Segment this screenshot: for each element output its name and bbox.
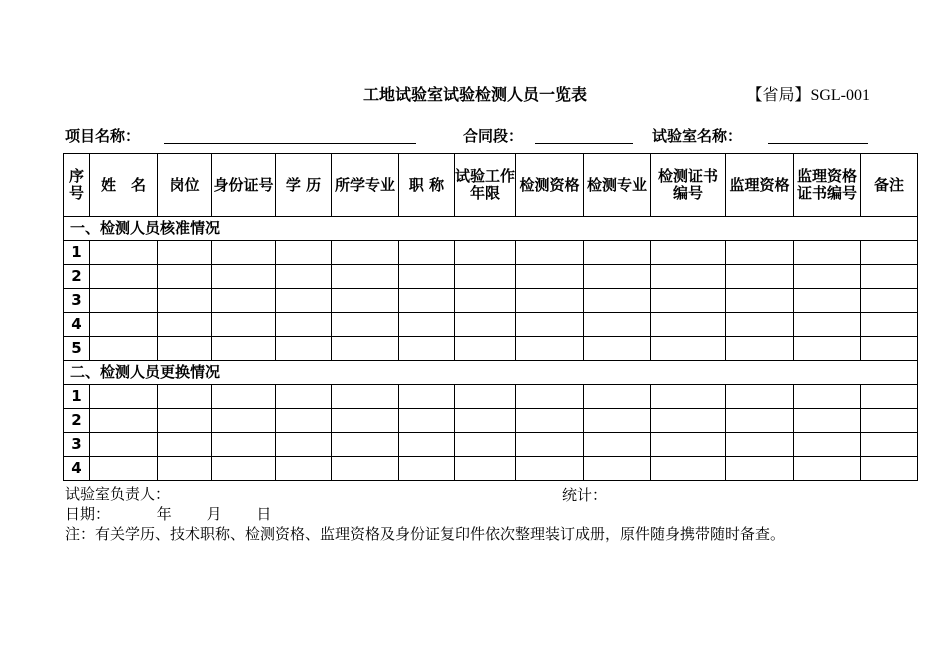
table-cell[interactable] xyxy=(90,289,158,313)
column-header: 监理资格证书编号 xyxy=(794,154,861,217)
table-cell[interactable] xyxy=(584,265,651,289)
table-cell[interactable] xyxy=(332,433,399,457)
table-cell[interactable] xyxy=(276,385,332,409)
table-cell[interactable] xyxy=(651,385,726,409)
table-cell[interactable] xyxy=(584,385,651,409)
table-cell[interactable] xyxy=(455,409,516,433)
row-number: 5 xyxy=(64,337,90,361)
info-line xyxy=(65,125,885,147)
table-cell[interactable] xyxy=(399,313,455,337)
table-cell[interactable] xyxy=(212,457,276,481)
table-cell[interactable] xyxy=(158,457,212,481)
section-title: 一、检测人员核准情况 xyxy=(64,217,918,241)
table-cell[interactable] xyxy=(90,337,158,361)
column-header: 所学专业 xyxy=(332,154,399,217)
table-row xyxy=(64,241,918,265)
table-row xyxy=(64,313,918,337)
personnel-table xyxy=(63,153,918,481)
table-cell[interactable] xyxy=(399,385,455,409)
column-header: 试验工作年限 xyxy=(455,154,516,217)
responsible-person-label: 试验室负责人： xyxy=(65,485,171,503)
table-cell[interactable] xyxy=(455,265,516,289)
table-cell[interactable] xyxy=(212,289,276,313)
table-cell[interactable] xyxy=(90,385,158,409)
lab-name-label: 试验室名称： xyxy=(652,127,743,145)
table-row xyxy=(64,433,918,457)
table-cell[interactable] xyxy=(726,409,794,433)
table-cell[interactable] xyxy=(399,241,455,265)
day-label: 日 xyxy=(256,505,272,523)
table-cell[interactable] xyxy=(794,433,861,457)
column-header: 序号 xyxy=(64,154,90,217)
table-cell[interactable] xyxy=(726,433,794,457)
table-cell[interactable] xyxy=(861,433,918,457)
table-cell[interactable] xyxy=(90,433,158,457)
table-cell[interactable] xyxy=(726,265,794,289)
row-number: 4 xyxy=(64,313,90,337)
table-cell[interactable] xyxy=(861,289,918,313)
table-cell[interactable] xyxy=(651,337,726,361)
column-header: 身份证号 xyxy=(212,154,276,217)
table-cell[interactable] xyxy=(651,433,726,457)
table-cell[interactable] xyxy=(861,265,918,289)
table-cell[interactable] xyxy=(455,313,516,337)
column-header: 检测专业 xyxy=(584,154,651,217)
table-cell[interactable] xyxy=(276,313,332,337)
table-cell[interactable] xyxy=(332,313,399,337)
statistics-label: 统计： xyxy=(562,486,608,504)
table-cell[interactable] xyxy=(861,385,918,409)
year-label: 年 xyxy=(156,505,172,523)
table-cell[interactable] xyxy=(399,337,455,361)
table-cell[interactable] xyxy=(794,409,861,433)
table-cell[interactable] xyxy=(158,337,212,361)
table-cell[interactable] xyxy=(158,241,212,265)
table-row xyxy=(64,457,918,481)
table-row xyxy=(64,337,918,361)
table-cell[interactable] xyxy=(794,337,861,361)
table-cell[interactable] xyxy=(584,313,651,337)
table-cell[interactable] xyxy=(584,409,651,433)
section-row xyxy=(64,217,918,241)
table-cell[interactable] xyxy=(861,409,918,433)
table-cell[interactable] xyxy=(399,433,455,457)
table-cell[interactable] xyxy=(276,265,332,289)
table-cell[interactable] xyxy=(332,241,399,265)
table-cell[interactable] xyxy=(794,385,861,409)
table-cell[interactable] xyxy=(332,409,399,433)
table-cell[interactable] xyxy=(332,337,399,361)
table-cell[interactable] xyxy=(332,289,399,313)
table-cell[interactable] xyxy=(276,409,332,433)
table-cell[interactable] xyxy=(399,289,455,313)
table-cell[interactable] xyxy=(726,313,794,337)
column-header: 职 称 xyxy=(399,154,455,217)
date-line xyxy=(65,504,271,524)
table-cell[interactable] xyxy=(516,313,584,337)
footnote: 注：有关学历、技术职称、检测资格、监理资格及身份证复印件依次整理装订成册，原件随身携带随时备查。 xyxy=(65,525,786,543)
table-cell[interactable] xyxy=(651,289,726,313)
table-cell[interactable] xyxy=(158,313,212,337)
table-cell[interactable] xyxy=(584,457,651,481)
table-cell[interactable] xyxy=(726,337,794,361)
table-cell[interactable] xyxy=(212,385,276,409)
column-header: 监理资格 xyxy=(726,154,794,217)
table-cell[interactable] xyxy=(516,289,584,313)
table-cell[interactable] xyxy=(90,265,158,289)
table-cell[interactable] xyxy=(726,289,794,313)
table-row xyxy=(64,385,918,409)
table-cell[interactable] xyxy=(332,265,399,289)
row-number: 2 xyxy=(64,265,90,289)
table-cell[interactable] xyxy=(212,241,276,265)
section-row xyxy=(64,361,918,385)
table-cell[interactable] xyxy=(212,433,276,457)
table-cell[interactable] xyxy=(158,385,212,409)
table-cell[interactable] xyxy=(158,265,212,289)
table-cell[interactable] xyxy=(158,433,212,457)
table-cell[interactable] xyxy=(584,337,651,361)
table-cell[interactable] xyxy=(516,409,584,433)
table-cell[interactable] xyxy=(158,409,212,433)
document-code: 【省局】SGL-001 xyxy=(746,87,870,104)
month-label: 月 xyxy=(206,505,222,523)
table-cell[interactable] xyxy=(516,265,584,289)
table-cell[interactable] xyxy=(90,313,158,337)
row-number: 3 xyxy=(64,289,90,313)
table-row xyxy=(64,289,918,313)
table-cell[interactable] xyxy=(90,241,158,265)
table-cell[interactable] xyxy=(332,457,399,481)
table-cell[interactable] xyxy=(516,385,584,409)
column-header: 检测资格 xyxy=(516,154,584,217)
row-number: 2 xyxy=(64,409,90,433)
table-cell[interactable] xyxy=(861,457,918,481)
table-cell[interactable] xyxy=(332,385,399,409)
table-cell[interactable] xyxy=(276,433,332,457)
table-cell[interactable] xyxy=(861,313,918,337)
table-cell[interactable] xyxy=(651,409,726,433)
lab-name-field[interactable] xyxy=(768,143,868,144)
table-cell[interactable] xyxy=(516,433,584,457)
table-cell[interactable] xyxy=(455,457,516,481)
row-number: 4 xyxy=(64,457,90,481)
table-cell[interactable] xyxy=(726,457,794,481)
table-cell[interactable] xyxy=(455,433,516,457)
table-cell[interactable] xyxy=(651,457,726,481)
header-row xyxy=(64,154,918,217)
table-cell[interactable] xyxy=(455,337,516,361)
table-cell[interactable] xyxy=(584,241,651,265)
table-cell[interactable] xyxy=(276,457,332,481)
table-cell[interactable] xyxy=(516,457,584,481)
table-cell[interactable] xyxy=(212,337,276,361)
table-cell[interactable] xyxy=(90,457,158,481)
table-cell[interactable] xyxy=(212,265,276,289)
table-cell[interactable] xyxy=(861,241,918,265)
column-header: 备注 xyxy=(861,154,918,217)
project-name-field[interactable] xyxy=(164,143,416,144)
table-cell[interactable] xyxy=(726,241,794,265)
table-cell[interactable] xyxy=(516,337,584,361)
row-number: 1 xyxy=(64,241,90,265)
table-cell[interactable] xyxy=(861,337,918,361)
table-cell[interactable] xyxy=(90,409,158,433)
table-cell[interactable] xyxy=(516,241,584,265)
table-cell[interactable] xyxy=(455,385,516,409)
table-row xyxy=(64,409,918,433)
table-cell[interactable] xyxy=(584,289,651,313)
column-header: 姓 名 xyxy=(90,154,158,217)
table-cell[interactable] xyxy=(158,289,212,313)
table-cell[interactable] xyxy=(794,265,861,289)
table-cell[interactable] xyxy=(794,289,861,313)
column-header: 岗位 xyxy=(158,154,212,217)
form-title: 工地试验室试验检测人员一览表 xyxy=(362,85,587,104)
table-cell[interactable] xyxy=(399,457,455,481)
row-number: 3 xyxy=(64,433,90,457)
column-header: 检测证书编号 xyxy=(651,154,726,217)
table-cell[interactable] xyxy=(794,313,861,337)
table-cell[interactable] xyxy=(794,457,861,481)
table-cell[interactable] xyxy=(399,409,455,433)
table-cell[interactable] xyxy=(726,385,794,409)
section-title: 二、检测人员更换情况 xyxy=(64,361,918,385)
table-cell[interactable] xyxy=(212,313,276,337)
row-number: 1 xyxy=(64,385,90,409)
contract-section-field[interactable] xyxy=(535,143,633,144)
project-name-label: 项目名称： xyxy=(65,127,141,145)
table-cell[interactable] xyxy=(651,241,726,265)
table-cell[interactable] xyxy=(212,409,276,433)
table-cell[interactable] xyxy=(455,241,516,265)
table-cell[interactable] xyxy=(584,433,651,457)
table-cell[interactable] xyxy=(455,289,516,313)
date-label: 日期： xyxy=(65,505,111,523)
table-cell[interactable] xyxy=(276,289,332,313)
table-cell[interactable] xyxy=(651,265,726,289)
table-cell[interactable] xyxy=(276,337,332,361)
contract-section-label: 合同段： xyxy=(463,127,524,145)
table-row xyxy=(64,265,918,289)
table-cell[interactable] xyxy=(794,241,861,265)
table-cell[interactable] xyxy=(399,265,455,289)
table-cell[interactable] xyxy=(651,313,726,337)
column-header: 学 历 xyxy=(276,154,332,217)
table-cell[interactable] xyxy=(276,241,332,265)
